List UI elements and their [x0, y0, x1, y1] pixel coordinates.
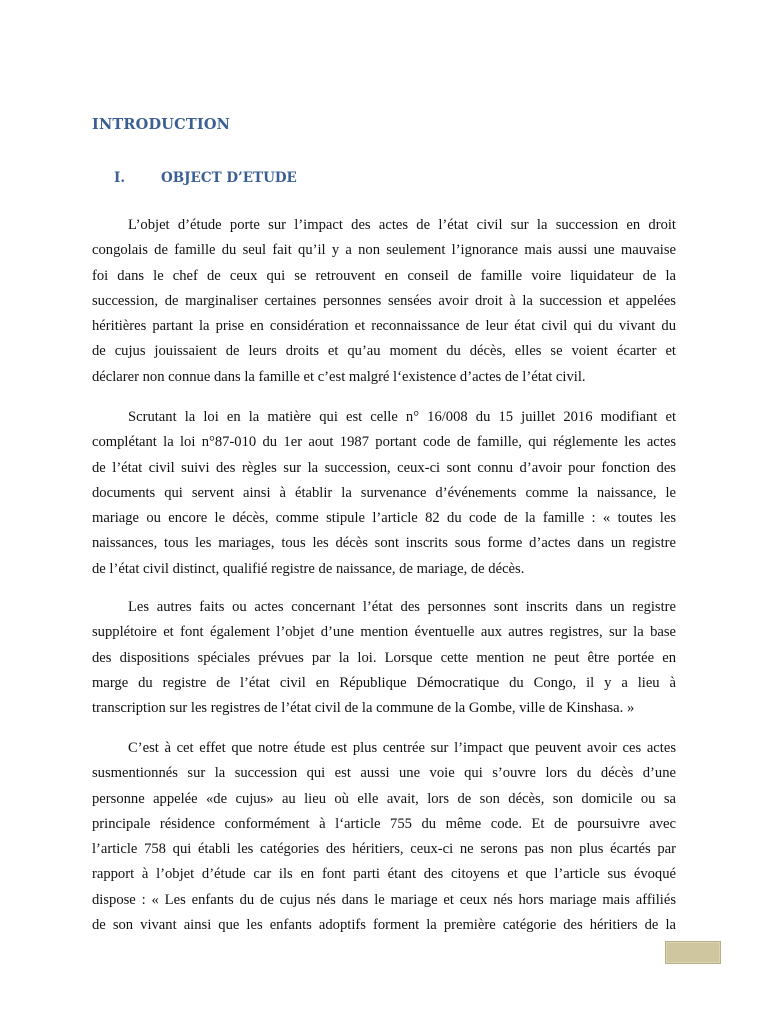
paragraph-line: Les autres faits ou actes concernant l’état des personnes sont inscrits dans un registre [128, 599, 676, 615]
paragraph-line: supplétoire et font également l’objet d’une mention éventuelle aux autres registres, sur la base [92, 624, 676, 641]
paragraph-line: héritières partant la prise en considération et reconnaissance de leur état civil qui du vivant du [92, 318, 676, 335]
paragraph-4 [92, 736, 676, 938]
paragraph-1 [92, 213, 676, 390]
paragraph-line: l’article 758 qui établi les catégories des héritiers, ceux-ci ne serons pas non plus écartés par [92, 841, 676, 858]
paragraph-line: naissances, tous les mariages, tous les décès sont inscrits sous forme d’actes dans un registre [92, 535, 676, 552]
paragraph-line: dispose : « Les enfants du de cujus nés dans le mariage et ceux nés hors mariage mais affiliés [92, 891, 676, 908]
paragraph-line: transcription sur les registres de l’état civil de la commune de la Gombe, ville de Kinshasa. » [92, 700, 635, 717]
paragraph-line: de cujus jouissaient de leurs droits et qu’au moment du décès, elles se voient écarter et [92, 343, 676, 360]
paragraph-line: succession, de marginaliser certaines personnes sensées avoir droit à la succession et appelées [92, 292, 676, 309]
section-number: I. [114, 170, 126, 186]
paragraph-line: personne appelée «de cujus» au lieu où elle avait, lors de son décès, son domicile ou sa [92, 790, 676, 807]
section-heading [114, 170, 297, 186]
document-title: INTRODUCTION [92, 116, 231, 133]
paragraph-line: congolais de famille du seul fait qu’il y a non seulement l’ignorance mais aussi une mauvaise [92, 242, 676, 259]
paragraph-line: foi dans le chef de ceux qui se retrouvent en conseil de famille voire liquidateur de la [92, 267, 676, 284]
paragraph-line: marge du registre de l’état civil en République Démocratique du Congo, il y a lieu à [92, 674, 676, 691]
paragraph-line: de l’état civil distinct, qualifié registre de naissance, de mariage, de décès. [92, 560, 525, 577]
paragraph-line: de l’état civil suivi des règles sur la succession, ceux-ci sont connu d’avoir pour fonction des [92, 459, 676, 476]
paragraph-line: principale résidence conformément à l‘article 755 du même code. Et de poursuivre avec [92, 815, 676, 832]
paragraph-line: susmentionnés sur la succession qui est aussi une voie qui s’ouvre lors du décès d’une [92, 765, 676, 782]
paragraph-2 [92, 405, 676, 582]
section-title: OBJECT D’ETUDE [161, 170, 297, 186]
page-number-tab [665, 941, 721, 964]
paragraph-line: C’est à cet effet que notre étude est plus centrée sur l’impact que peuvent avoir ces actes [128, 740, 676, 756]
paragraph-line: déclarer non connue dans la famille et c’est malgré l‘existence d’actes de l’état civil. [92, 368, 586, 385]
paragraph-3 [92, 595, 676, 721]
paragraph-line: Scrutant la loi en la matière qui est celle n° 16/008 du 15 juillet 2016 modifiant et [128, 409, 676, 425]
paragraph-line: documents qui servent ainsi à établir la survenance d’événements comme la naissance, le [92, 484, 676, 501]
paragraph-line: complétant la loi n°87-010 du 1er aout 1987 portant code de famille, qui réglemente les actes [92, 434, 676, 451]
paragraph-line: L’objet d’étude porte sur l’impact des actes de l’état civil sur la succession en droit [128, 217, 676, 233]
paragraph-line: des dispositions spéciales prévues par la loi. Lorsque cette mention ne peut être portée en [92, 649, 676, 666]
paragraph-line: de son vivant ainsi que les enfants adoptifs forment la première catégorie des héritiers de la [92, 917, 676, 934]
paragraph-line: mariage ou encore le décès, comme stipule l’article 82 du code de la famille : « toutes les [92, 510, 676, 527]
paragraph-line: rapport à l’objet d’étude car ils en font parti étant des citoyens et que l’article sus évoqué [92, 866, 676, 883]
